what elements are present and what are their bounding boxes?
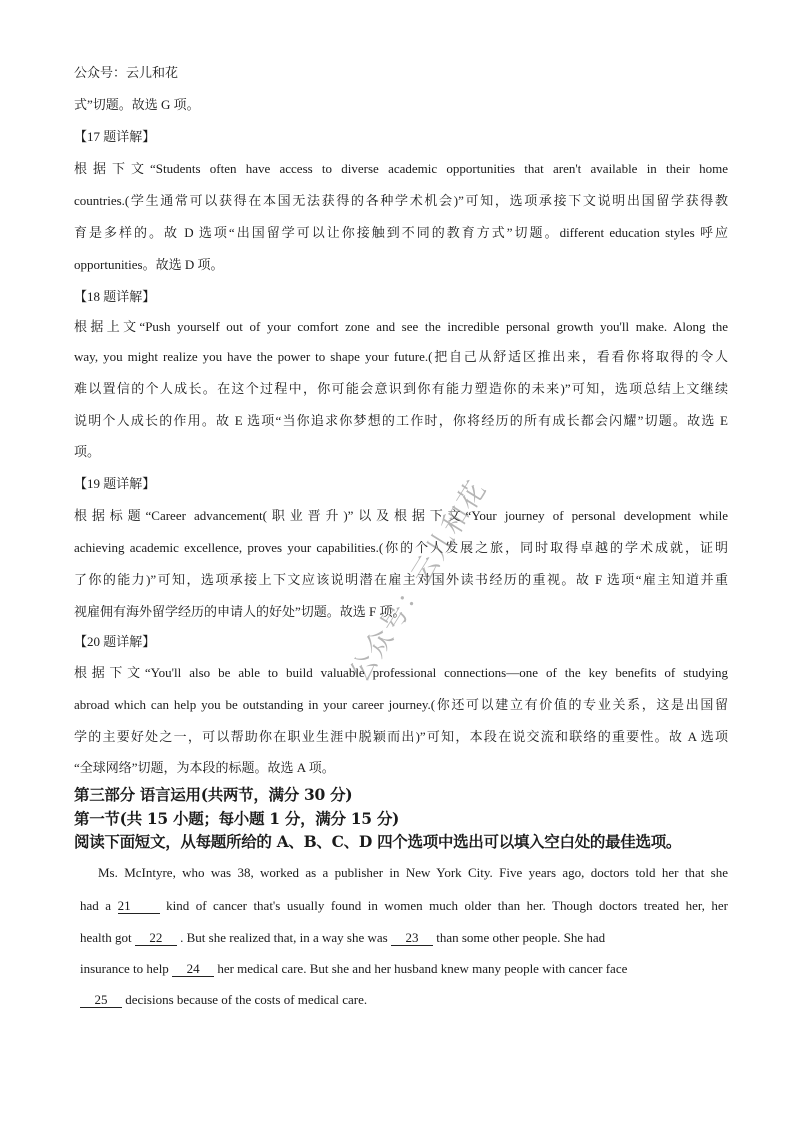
text-line: 说明个人成长的作用。故 E 选项“当你追求你梦想的工作时，你将经历的所有成长都会闪耀”切题。故选 E <box>74 413 728 428</box>
text: kind of cancer that's usually found in women much older than her. Though doctors treated her, her <box>166 898 729 913</box>
text-line: 育是多样的。故 D 选项“出国留学可以让你接触到不同的教育方式”切题。different education styles 呼应 <box>74 225 728 240</box>
text-line: 根据下文“Students often have access to diverse academic opportunities that aren't available in their home <box>74 161 728 176</box>
text-line: 根据标题“Career advancement(职业晋升)”以及根据下文“Your journey of personal development while <box>74 508 728 523</box>
header-text: 公众号：云儿和花 <box>74 65 179 80</box>
section-heading-19: 【19 题详解】 <box>74 476 156 491</box>
passage-line <box>80 929 728 947</box>
text-line: abroad which can help you be outstanding in your career journey.(你还可以建立有价值的专业关系，这是出国留 <box>74 697 728 712</box>
text: than some other people. She had <box>436 930 606 945</box>
blank-25: 25 <box>80 992 122 1008</box>
text: her medical care. But she and her husband knew many people with cancer face <box>217 961 628 976</box>
section-one-heading: 第一节(共 15 小题；每小题 1 分，满分 15 分) <box>74 809 400 828</box>
text-line: 项。 <box>74 444 101 459</box>
blank-23: 23 <box>391 930 433 946</box>
blank-22: 22 <box>135 930 177 946</box>
text: . But she realized that, in a way she was <box>180 930 388 945</box>
passage-line <box>80 897 728 915</box>
text: had a <box>80 898 112 913</box>
blank-24: 24 <box>172 961 214 977</box>
section-heading-18: 【18 题详解】 <box>74 289 156 304</box>
text: health got <box>80 930 132 945</box>
text-line: 视雇佣有海外留学经历的申请人的好处”切题。故选 F 项。 <box>74 604 406 619</box>
passage-line <box>80 991 728 1009</box>
text-line: 根据下文“You'll also be able to build valuable professional connections—one of the key benefits of studying <box>74 665 728 680</box>
text-line: 难以置信的个人成长。在这个过程中，你可能会意识到你有能力塑造你的未来)”可知，选项总结上文继续 <box>74 381 728 396</box>
watermark: 公众号：云儿和花 <box>343 474 494 688</box>
passage-line <box>80 960 728 978</box>
text: decisions because of the costs of medical care. <box>125 992 368 1007</box>
text-line: 式”切题。故选 G 项。 <box>74 97 200 112</box>
blank-21: 21 <box>118 898 160 914</box>
text-line: way, you might realize you have the power to shape your future.(把自己从舒适区推出来，看看你将取得的令人 <box>74 349 728 364</box>
text-line: “全球网络”切题，为本段的标题。故选 A 项。 <box>74 760 335 775</box>
text-line: achieving academic excellence, proves your capabilities.(你的个人发展之旅，同时取得卓越的学术成就，证明 <box>74 540 728 555</box>
text-line: 根据上文“Push yourself out of your comfort zone and see the incredible personal growth you'll make. Along the <box>74 319 728 334</box>
text-line: opportunities。故选 D 项。 <box>74 257 224 272</box>
section-heading-17: 【17 题详解】 <box>74 129 156 144</box>
instructions: 阅读下面短文，从每题所给的 A、B、C、D 四个选项中选出可以填入空白处的最佳选项。 <box>74 832 682 851</box>
text-line: countries.(学生通常可以获得在本国无法获得的各种学术机会)”可知，选项承接下文说明出国留学获得教 <box>74 193 728 208</box>
part-three-heading: 第三部分 语言运用(共两节，满分 30 分) <box>74 785 353 804</box>
text-line: 学的主要好处之一，可以帮助你在职业生涯中脱颖而出)”可知，本段在说交流和联络的重要性。故 A 选项 <box>74 729 728 744</box>
passage-line: Ms. McIntyre, who was 38, worked as a publisher in New York City. Five years ago, doctors told her that she <box>98 865 728 880</box>
text-line: 了你的能力)”可知，选项承接上下文应该说明潜在雇主对国外读书经历的重视。故 F 选项“雇主知道并重 <box>74 572 728 587</box>
section-heading-20: 【20 题详解】 <box>74 634 156 649</box>
text: insurance to help <box>80 961 169 976</box>
